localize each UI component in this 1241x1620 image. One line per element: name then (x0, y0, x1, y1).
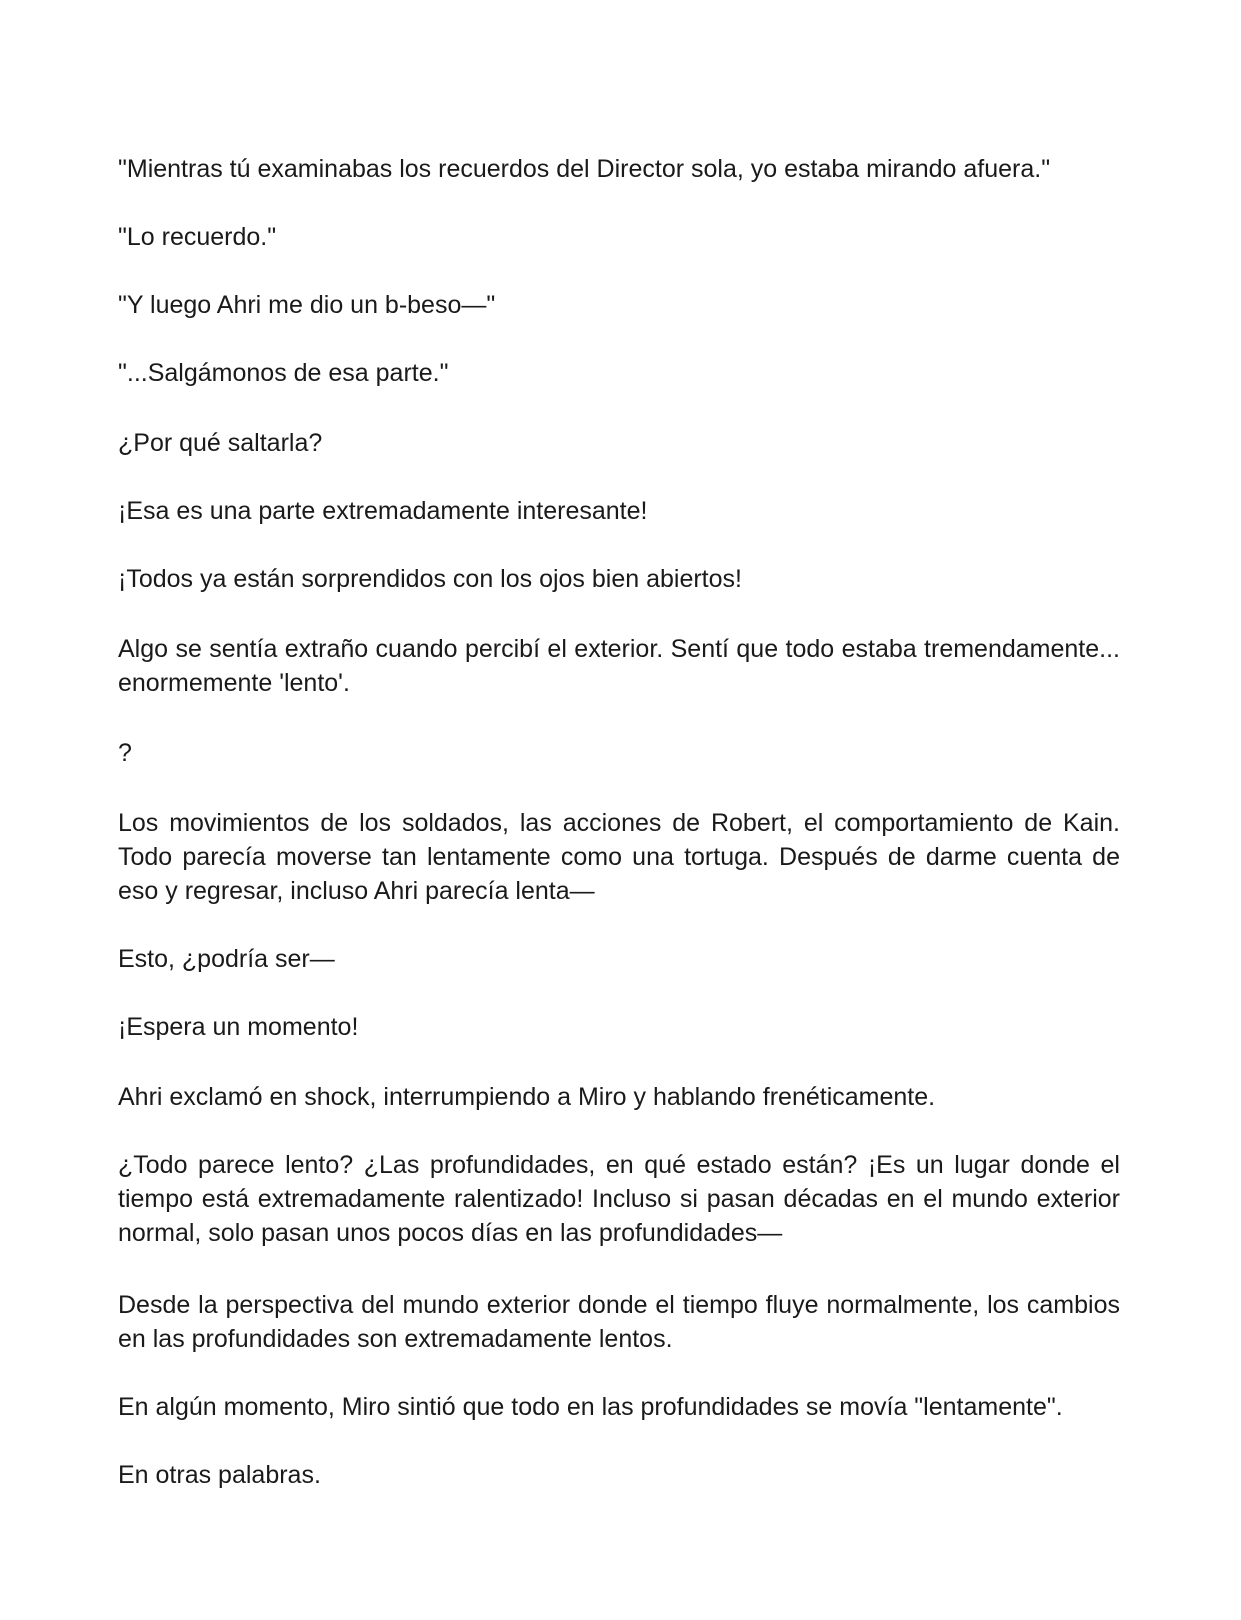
paragraph-5: ¿Por qué saltarla? (118, 429, 323, 457)
paragraph-16: En algún momento, Miro sintió que todo en las profundidades se movía "lentamente". (118, 1393, 1063, 1421)
paragraph-13: Ahri exclamó en shock, interrumpiendo a Miro y hablando frenéticamente. (118, 1083, 936, 1111)
paragraph-2: "Lo recuerdo." (118, 223, 277, 251)
paragraph-8: Algo se sentía extraño cuando percibí el exterior. Sentí que todo estaba tremendamente... enormemente 'lento'. (118, 635, 1120, 697)
paragraph-6: ¡Esa es una parte extremadamente interesante! (118, 497, 648, 525)
paragraph-9: ? (118, 739, 132, 767)
paragraph-14: ¿Todo parece lento? ¿Las profundidades, en qué estado están? ¡Es un lugar donde el tiempo está extremadamente ralentizado! Incluso si pasan décadas en el mundo exterior normal, solo pasan unos pocos días en las profundidades— (118, 1151, 1120, 1247)
paragraph-3: "Y luego Ahri me dio un b-beso—" (118, 291, 496, 319)
paragraph-11: Esto, ¿podría ser— (118, 945, 335, 973)
paragraph-7: ¡Todos ya están sorprendidos con los ojos bien abiertos! (118, 565, 742, 593)
paragraph-10: Los movimientos de los soldados, las acciones de Robert, el comportamiento de Kain. Todo parecía moverse tan lentamente como una tortuga. Después de darme cuenta de eso y regresar, incluso Ahri parecía lenta— (118, 809, 1120, 905)
paragraph-4: "...Salgámonos de esa parte." (118, 359, 449, 387)
paragraph-1: "Mientras tú examinabas los recuerdos del Director sola, yo estaba mirando afuera." (118, 155, 1051, 183)
paragraph-12: ¡Espera un momento! (118, 1013, 359, 1041)
paragraph-17: En otras palabras. (118, 1461, 321, 1489)
paragraph-15: Desde la perspectiva del mundo exterior donde el tiempo fluye normalmente, los cambios en las profundidades son extremadamente lentos. (118, 1291, 1120, 1353)
